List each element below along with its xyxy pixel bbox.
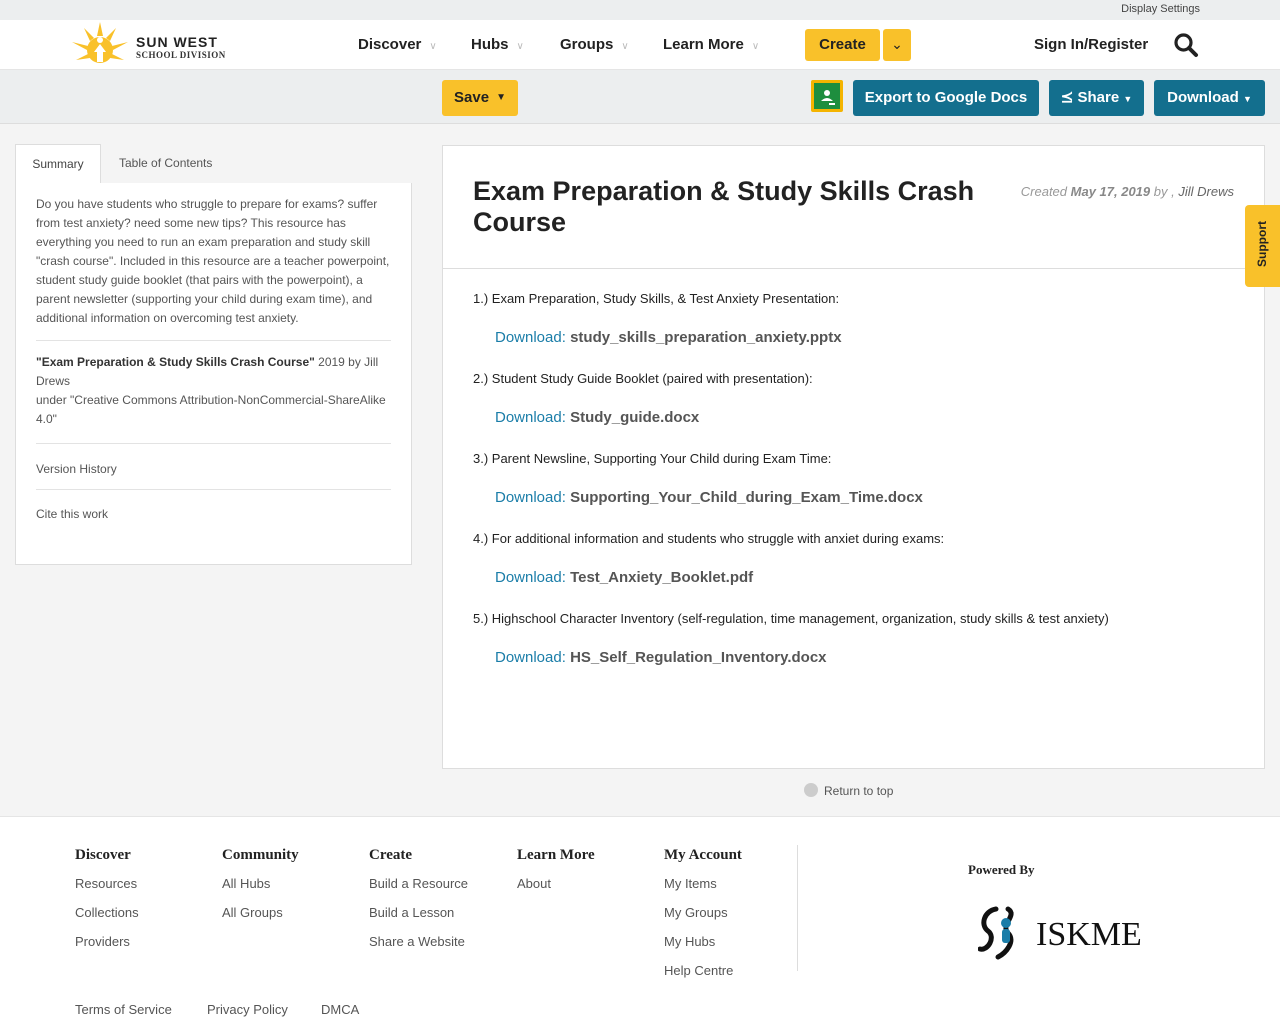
download-link[interactable] <box>495 329 842 346</box>
chevron-down-icon: ∨ <box>516 41 524 52</box>
file-name: HS_Self_Regulation_Inventory.docx <box>570 649 827 666</box>
iskme-wordmark: ISKME <box>1036 916 1142 953</box>
chevron-down-icon: ∨ <box>621 41 629 52</box>
download-label: Download: <box>495 649 566 666</box>
chevron-down-icon: ∨ <box>751 41 760 52</box>
author-link[interactable]: Jill Drews <box>1178 184 1234 199</box>
license-text: under "Creative Commons Attribution-NonCommercial-ShareAlike 4.0" <box>36 393 386 426</box>
site-footer <box>0 816 1280 1024</box>
sun-logo-icon <box>70 22 130 66</box>
footer-link[interactable]: Build a Resource <box>369 876 468 891</box>
download-link[interactable] <box>495 489 923 506</box>
nav-hubs-label: Hubs <box>471 36 509 53</box>
footer-column-create <box>369 847 468 961</box>
divider <box>36 489 391 490</box>
divider <box>36 443 391 444</box>
footer-link[interactable]: My Hubs <box>664 934 716 949</box>
resource-title: Exam Preparation & Study Skills Crash Course <box>473 176 975 237</box>
file-name: study_skills_preparation_anxiety.pptx <box>570 329 842 346</box>
footer-column-community <box>222 847 299 932</box>
google-classroom-icon[interactable] <box>811 80 843 112</box>
cite-work-link[interactable]: Cite this work <box>36 507 109 521</box>
powered-by-label: Powered By <box>968 862 1035 877</box>
divider <box>443 268 1264 269</box>
footer-heading: Create <box>369 847 413 863</box>
resource-meta <box>1021 184 1234 199</box>
sign-in-link[interactable]: Sign In/Register <box>1034 36 1149 53</box>
attribution <box>36 353 391 391</box>
chevron-down-icon: ∨ <box>429 41 437 52</box>
nav-groups[interactable] <box>560 36 629 53</box>
download-button[interactable] <box>1154 80 1265 116</box>
tab-table-of-contents[interactable]: Table of Contents <box>119 156 213 170</box>
create-button[interactable]: Create <box>805 29 880 61</box>
return-to-top-link[interactable] <box>804 783 893 798</box>
resource-content <box>442 145 1265 769</box>
footer-link[interactable]: All Hubs <box>222 876 271 891</box>
footer-link[interactable]: About <box>517 876 551 891</box>
privacy-link[interactable]: Privacy Policy <box>207 1002 288 1017</box>
brand-line-2: SCHOOL DIVISION <box>136 50 226 60</box>
brand-line-1: SUN WEST <box>136 34 218 50</box>
footer-link[interactable]: Share a Website <box>369 934 465 949</box>
support-tab[interactable] <box>1245 205 1280 287</box>
iskme-logo[interactable] <box>978 901 1150 961</box>
footer-link[interactable]: Collections <box>75 905 139 920</box>
top-strip <box>0 0 1280 20</box>
create-dropdown-button[interactable] <box>883 29 911 61</box>
export-google-docs-button[interactable]: Export to Google Docs <box>853 80 1039 116</box>
download-label: Download: <box>495 569 566 586</box>
footer-link[interactable]: All Groups <box>222 905 283 920</box>
resource-item-text: 3.) Parent Newsline, Supporting Your Child during Exam Time: <box>473 451 832 466</box>
download-link[interactable] <box>495 569 753 586</box>
footer-link[interactable]: Resources <box>75 876 138 891</box>
return-to-top-label: Return to top <box>824 784 894 798</box>
share-button-label: Share <box>1077 89 1120 106</box>
save-button-label: Save <box>454 89 490 106</box>
classroom-person-icon <box>814 83 840 109</box>
chevron-down-icon: ⌄ <box>891 36 903 52</box>
download-button-label: Download <box>1167 89 1239 106</box>
caret-down-icon: ▼ <box>1242 94 1252 104</box>
file-name: Supporting_Your_Child_during_Exam_Time.docx <box>570 489 923 506</box>
footer-column-learn-more <box>517 847 595 903</box>
attribution-title: "Exam Preparation & Study Skills Crash Course" <box>36 355 315 369</box>
sidebar-tabs <box>15 144 412 184</box>
footer-heading: Learn More <box>517 847 595 863</box>
terms-link[interactable]: Terms of Service <box>75 1002 172 1017</box>
caret-down-icon: ▼ <box>1123 94 1133 104</box>
share-button[interactable] <box>1049 80 1144 116</box>
footer-heading: Discover <box>75 847 131 863</box>
display-settings-link[interactable]: Display Settings <box>1121 3 1200 15</box>
created-date: May 17, 2019 <box>1070 184 1151 199</box>
footer-divider <box>797 845 798 971</box>
download-label: Download: <box>495 409 566 426</box>
by-label: by , <box>1153 184 1175 199</box>
brand-logo[interactable] <box>70 22 240 66</box>
nav-learn-more-label: Learn More <box>663 36 744 53</box>
tab-summary[interactable]: Summary <box>15 144 101 184</box>
footer-column-my-account <box>664 847 742 990</box>
share-icon: ⪯ <box>1060 89 1074 106</box>
footer-heading: My Account <box>664 847 742 863</box>
download-label: Download: <box>495 329 566 346</box>
search-icon[interactable] <box>1173 32 1199 58</box>
resource-toolbar <box>0 70 1280 124</box>
footer-link[interactable]: My Groups <box>664 905 728 920</box>
nav-hubs[interactable] <box>471 36 524 53</box>
nav-groups-label: Groups <box>560 36 614 53</box>
resource-description: Do you have students who struggle to prepare for exams? suffer from test anxiety? need some new tips? This resource has everything you need to run an exam preparation and study skill "crash course". Included in this resource are a teacher powerpoint, student study guide booklet (that pairs with the powerpoint), a parent newsletter (supporting your child during exam time), and additional information on overcoming test anxiety. <box>36 197 390 325</box>
main-nav <box>0 20 1280 70</box>
version-history-link[interactable]: Version History <box>36 462 117 476</box>
file-name: Study_guide.docx <box>570 409 700 426</box>
save-button[interactable] <box>442 80 518 116</box>
attribution-year-author: 2019 by Jill Drews <box>36 355 379 388</box>
created-label: Created <box>1020 184 1068 199</box>
footer-column-discover <box>75 847 139 961</box>
nav-discover-label: Discover <box>358 36 422 53</box>
summary-sidebar <box>15 144 412 565</box>
resource-item-text: 1.) Exam Preparation, Study Skills, & Test Anxiety Presentation: <box>473 291 840 306</box>
summary-panel <box>15 183 412 565</box>
arrow-up-circle-icon <box>804 783 818 797</box>
footer-heading: Community <box>222 847 299 863</box>
resource-item-text: 4.) For additional information and students who struggle with anxiet during exams: <box>473 531 945 546</box>
support-label: Support <box>1255 221 1269 267</box>
caret-down-icon: ▼ <box>496 92 506 103</box>
divider <box>36 340 391 341</box>
footer-link[interactable]: Providers <box>75 934 130 949</box>
footer-link[interactable]: Help Centre <box>664 963 734 978</box>
resource-item-text: 2.) Student Study Guide Booklet (paired with presentation): <box>473 371 813 386</box>
resource-item-text: 5.) Highschool Character Inventory (self-regulation, time management, organization, study skills & test anxiety) <box>473 611 1109 626</box>
download-link[interactable] <box>495 409 699 426</box>
file-name: Test_Anxiety_Booklet.pdf <box>570 569 754 586</box>
dmca-link[interactable]: DMCA <box>321 1002 360 1017</box>
nav-learn-more[interactable] <box>663 36 759 53</box>
nav-discover[interactable] <box>358 36 437 53</box>
download-link[interactable] <box>495 649 827 666</box>
footer-link[interactable]: Build a Lesson <box>369 905 455 920</box>
footer-link[interactable]: My Items <box>664 876 717 891</box>
download-label: Download: <box>495 489 566 506</box>
